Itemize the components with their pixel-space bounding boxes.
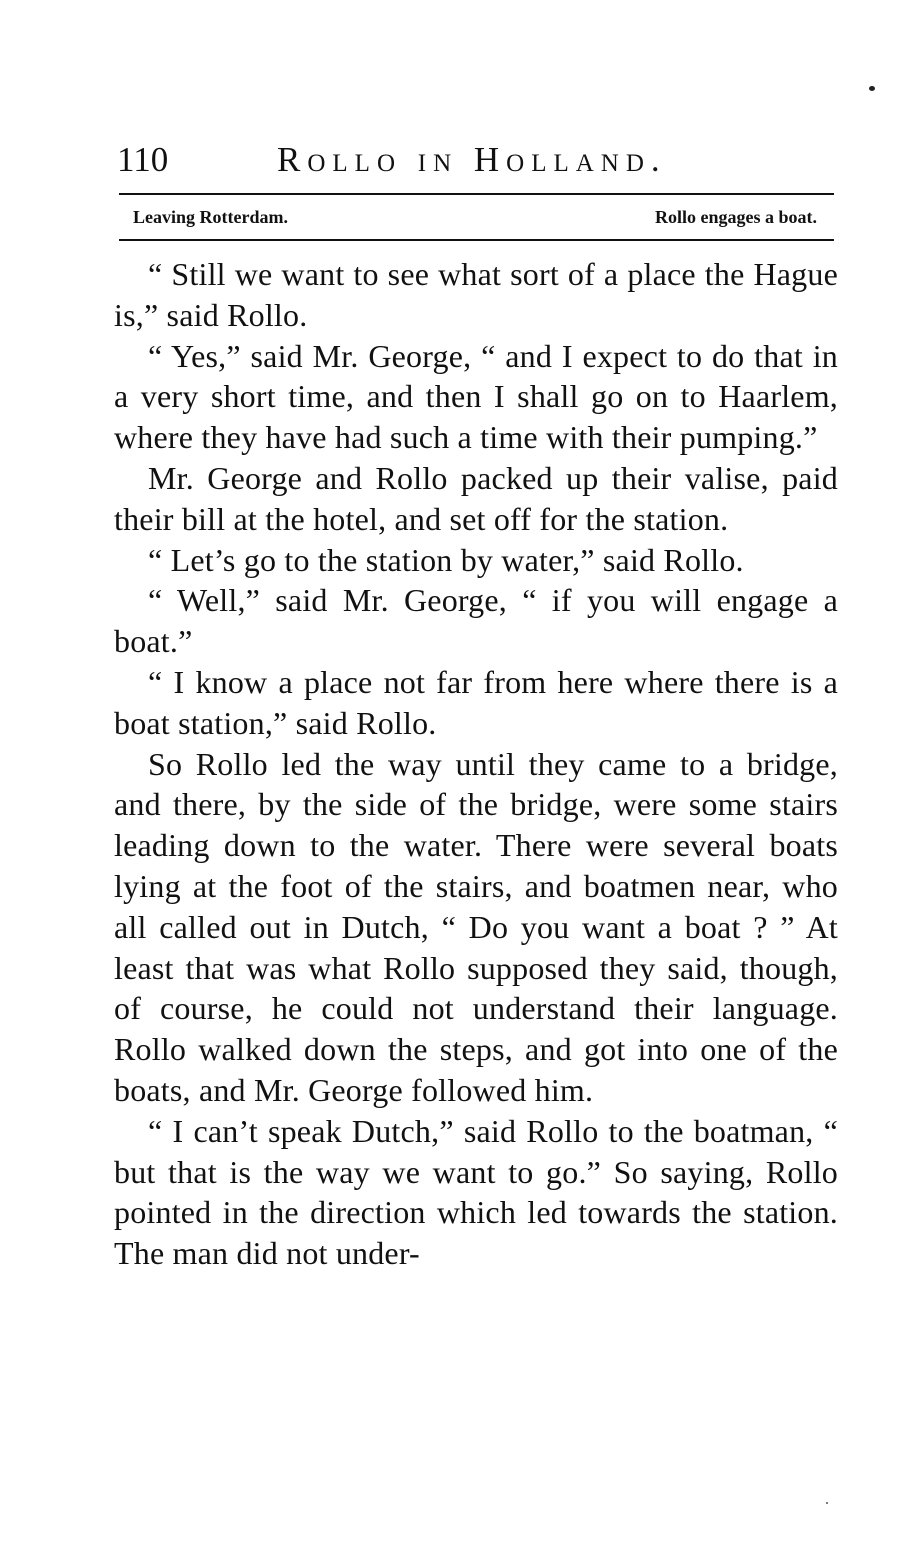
ink-speck-small	[826, 1502, 828, 1504]
running-title: Rollo in Holland.	[277, 140, 667, 179]
paragraph: “ Let’s go to the station by water,” said Rollo.	[148, 541, 744, 578]
paragraph: “ Yes,” said Mr. George, “ and I expect to do that in a very short time, and then I shall go on to Haarlem, where they have had such a time with their pumping.”	[114, 337, 838, 456]
paragraph: Mr. George and Rollo packed up their valise, paid their bill at the hotel, and set off for the station.	[114, 459, 838, 537]
subheader-right: Rollo engages a boat.	[655, 207, 817, 227]
body-text	[114, 254, 838, 1274]
paragraph: “ Well,” said Mr. George, “ if you will engage a boat.”	[114, 582, 838, 660]
paragraph: “ Still we want to see what sort of a place the Hague is,” said Rollo.	[114, 256, 838, 333]
ink-speck	[869, 86, 875, 91]
paragraph: “ I can’t speak Dutch,” said Rollo to the boatman, “ but that is the way we want to go.” So saying, Rollo pointed in the direction which led towards the station. The man did not under-	[114, 1112, 838, 1272]
paragraph: So Rollo led the way until they came to a bridge, and there, by the side of the bridge, were some stairs leading down to the water. There were several boats lying at the foot of the stairs, and boatmen near, who all called out in Dutch, “ Do you want a boat ? ” At least that was what Rollo supposed they said, though, of course, he could not understand their language. Rollo walked down the steps, and got into one of the boats, and Mr. George followed him.	[114, 745, 838, 1108]
header-rule-bottom	[119, 239, 834, 241]
paragraph: “ I know a place not far from here where there is a boat station,” said Rollo.	[114, 663, 838, 741]
page-header	[117, 138, 835, 182]
subheader-left: Leaving Rotterdam.	[133, 207, 288, 227]
section-subheader	[133, 204, 817, 230]
header-rule-top	[119, 193, 834, 195]
page-number: 110	[117, 140, 169, 179]
